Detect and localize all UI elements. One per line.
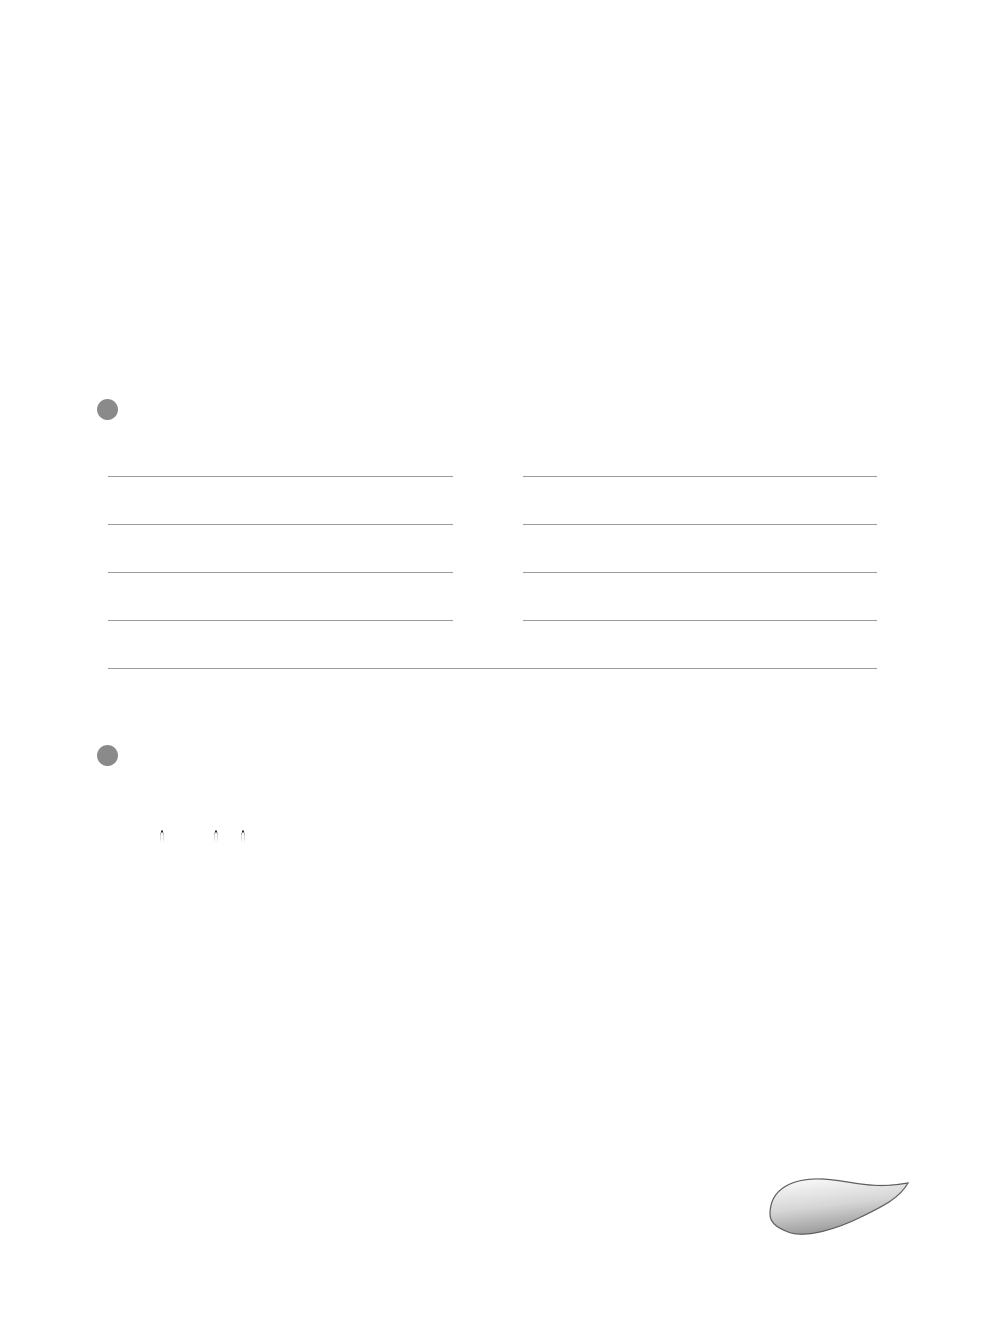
bullet-circle-icon	[97, 399, 118, 420]
word-row-dela	[95, 566, 453, 614]
word-row-ischu	[95, 614, 453, 662]
answer-blank-line[interactable]	[523, 476, 877, 477]
answer-blank-line[interactable]	[108, 620, 453, 621]
word-row-sprosili	[95, 470, 453, 518]
answer-blank-line[interactable]	[523, 572, 877, 573]
answer-blank-line[interactable]	[108, 524, 453, 525]
word-column-right	[510, 470, 877, 662]
big-leaf-icon	[762, 1174, 916, 1248]
word-row-koroy	[510, 518, 877, 566]
top-leaf-border	[58, 80, 915, 108]
word-row-golova	[95, 662, 877, 710]
word-column-left	[95, 470, 453, 662]
word-row-glyazhu	[510, 470, 877, 518]
bottom-leaf-border	[58, 1198, 774, 1224]
word-row-sizhu	[510, 614, 877, 662]
answer-blank-line[interactable]	[108, 476, 453, 477]
page-number-leaf	[762, 1174, 916, 1248]
sample-line	[140, 815, 270, 849]
answer-blank-line[interactable]	[523, 524, 877, 525]
answer-blank-line[interactable]	[108, 572, 453, 573]
answer-blank-line[interactable]	[523, 620, 877, 621]
bullet-circle-icon	[97, 745, 118, 766]
word-row-bolit	[95, 518, 453, 566]
word-list	[95, 470, 877, 710]
word-row-chervey	[510, 566, 877, 614]
answer-blank-line[interactable]	[108, 668, 877, 669]
